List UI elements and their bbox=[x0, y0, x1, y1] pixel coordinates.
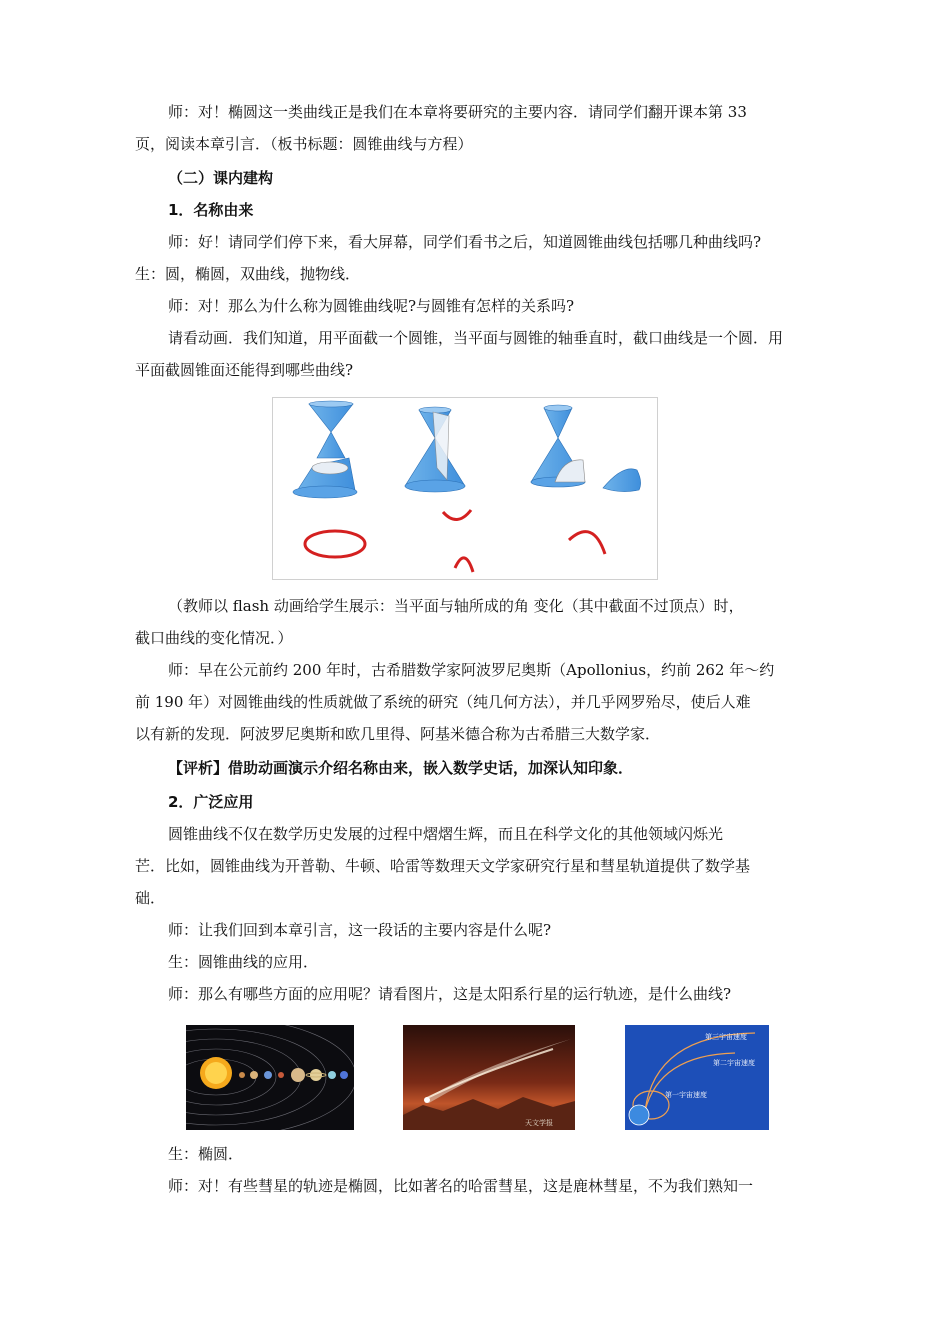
text-line: 生：椭圆． bbox=[168, 1145, 244, 1163]
text-line: 芒．比如，圆锥曲线为开普勒、牛顿、哈雷等数理天文学家研究行星和彗星轨道提供了数学基 bbox=[135, 857, 751, 875]
text-line: 师：对！那么为什么称为圆锥曲线呢?与圆锥有怎样的关系吗? bbox=[168, 297, 575, 315]
text-line: 前 190 年）对圆锥曲线的性质就做了系统的研究（纯几何方法），并几乎网罗殆尽，使后人难 bbox=[135, 693, 751, 711]
cone-hyperbola-cut bbox=[405, 407, 465, 492]
velocity-label: 第二宇宙速度 bbox=[713, 1059, 755, 1067]
text-line: 师：那么有哪些方面的应用呢？请看图片，这是太阳系行星的运行轨迹，是什么曲线? bbox=[168, 985, 732, 1003]
text-line: 页，阅读本章引言．（板书标题：圆锥曲线与方程） bbox=[135, 135, 473, 153]
comet-image bbox=[403, 1025, 575, 1130]
text-line: 生：圆，椭圆，双曲线，抛物线． bbox=[135, 265, 361, 283]
text-line: 础． bbox=[135, 889, 166, 907]
cone-ellipse-cut bbox=[293, 401, 357, 498]
text-line: 师：对！有些彗星的轨迹是椭圆，比如著名的哈雷彗星，这是鹿林彗星，不为我们熟知一 bbox=[168, 1177, 754, 1195]
text-line: 生：圆锥曲线的应用． bbox=[168, 953, 319, 971]
comet-nucleus-icon bbox=[424, 1097, 430, 1103]
cone-parabola-cut bbox=[531, 405, 641, 492]
subsection-heading: 2．广泛应用 bbox=[168, 793, 254, 811]
ellipse-curve bbox=[305, 531, 365, 557]
conic-sections-figure bbox=[272, 397, 658, 580]
velocity-label: 第三宇宙速度 bbox=[705, 1033, 747, 1041]
text-line: 以有新的发现．阿波罗尼奥斯和欧几里得、阿基米德合称为古希腊三大数学家． bbox=[135, 725, 661, 743]
velocity-label: 第一宇宙速度 bbox=[665, 1091, 707, 1099]
subsection-heading: 1．名称由来 bbox=[168, 201, 254, 219]
cosmic-velocity-image bbox=[625, 1025, 769, 1130]
commentary: 【评析】借助动画演示介绍名称由来，嵌入数学史话，加深认知印象． bbox=[168, 759, 634, 777]
hyperbola-lower-curve bbox=[455, 558, 473, 572]
text-line: （教师以 flash 动画给学生展示：当平面与轴所成的角 变化（其中截面不过顶点）时， bbox=[168, 597, 744, 615]
earth-icon bbox=[629, 1105, 649, 1125]
parabola-curve bbox=[569, 532, 605, 554]
text-line: 师：让我们回到本章引言，这一段话的主要内容是什么呢? bbox=[168, 921, 552, 939]
watermark: 天文学报 bbox=[525, 1119, 553, 1127]
section-heading: （二）课内建构 bbox=[168, 169, 274, 187]
conic-sections-drawing bbox=[273, 398, 657, 579]
text-line: 平面截圆锥面还能得到哪些曲线? bbox=[135, 361, 354, 379]
text-line: 请看动画．我们知道，用平面截一个圆锥，当平面与圆锥的轴垂直时，截口曲线是一个圆．用 bbox=[168, 329, 784, 347]
solar-system-image bbox=[186, 1025, 354, 1130]
text-line: 截口曲线的变化情况．） bbox=[135, 629, 293, 647]
text-line: 师：对！椭圆这一类曲线正是我们在本章将要研究的主要内容．请同学们翻开课本第 33 bbox=[168, 103, 747, 121]
hyperbola-upper-curve bbox=[443, 510, 471, 520]
text-line: 圆锥曲线不仅在数学历史发展的过程中熠熠生辉，而且在科学文化的其他领域闪烁光 bbox=[168, 825, 724, 843]
text-line: 师：好！请同学们停下来，看大屏幕，同学们看书之后，知道圆锥曲线包括哪几种曲线吗? bbox=[168, 233, 762, 251]
text-line: 师：早在公元前约 200 年时，古希腊数学家阿波罗尼奥斯（Apollonius，约前 262 年～约 bbox=[168, 661, 775, 679]
